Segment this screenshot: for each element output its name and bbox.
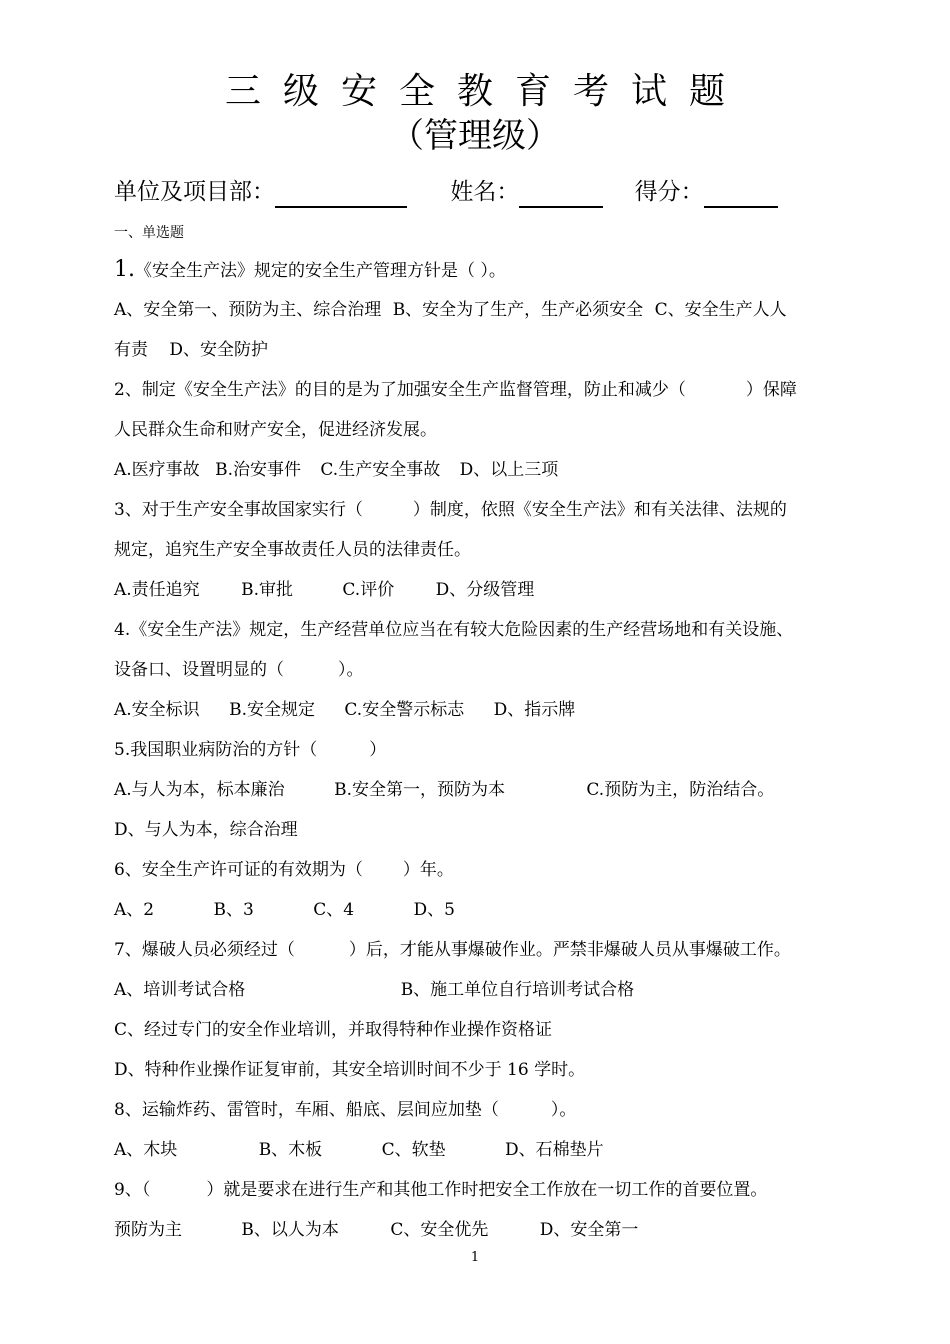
option-a: A、培训考试合格 — [114, 980, 246, 1000]
question-7 — [114, 930, 864, 970]
option-b: B.安全第一，预防为本 — [334, 780, 505, 800]
question-text: 3、对于生产安全事故国家实行（ — [114, 500, 363, 520]
option-b: B、安全为了生产，生产必须安全 — [392, 300, 644, 320]
option-a: 预防为主 — [114, 1220, 182, 1240]
question-2-cont — [114, 410, 864, 450]
exam-subtitle: （管理级） — [390, 116, 560, 156]
question-text: 规定，追究生产安全事故责任人员的法律责任。 — [114, 540, 471, 560]
info-row — [114, 172, 778, 212]
name-blank[interactable] — [519, 176, 603, 208]
question-text-cont: ）后，才能从事爆破作业。严禁非爆破人员从事爆破工作。 — [348, 940, 791, 960]
option-d: D、指示牌 — [493, 700, 576, 720]
option-b: B.治安事件 — [215, 460, 301, 480]
option-d: D、石棉垫片 — [505, 1140, 604, 1160]
option-c: C、经过专门的安全作业培训，并取得特种作业操作资格证 — [114, 1020, 553, 1040]
option-d: D、5 — [413, 900, 455, 920]
name-label: 姓名： — [450, 179, 520, 205]
question-text: 7、爆破人员必须经过（ — [114, 940, 295, 960]
option-d: D、特种作业操作证复审前，其安全培训时间不少于 16 学时。 — [114, 1060, 586, 1080]
question-1 — [114, 250, 864, 290]
question-number: 1. — [114, 257, 135, 282]
question-text: 4.《安全生产法》规定，生产经营单位应当在有较大危险因素的生产经营场地和有关设施、 — [114, 620, 794, 640]
question-4-options — [114, 690, 864, 730]
question-text: 8、运输炸药、雷管时，车厢、船底、层间应加垫（ — [114, 1100, 499, 1120]
question-5-options-cont — [114, 810, 864, 850]
option-a: A、安全第一、预防为主、综合治理 — [114, 300, 382, 320]
option-b: B、以人为本 — [241, 1220, 339, 1240]
option-d: D、与人为本，综合治理 — [114, 820, 298, 840]
question-text: 设备口、设置明显的（ — [114, 660, 284, 680]
section-title: 一、单选题 — [114, 225, 184, 241]
option-b: B、施工单位自行培训考试合格 — [400, 980, 635, 1000]
question-4 — [114, 610, 864, 650]
option-c: C、软垫 — [381, 1140, 446, 1160]
question-text: 2、制定《安全生产法》的目的是为了加强安全生产监督管理，防止和减少（ — [114, 380, 686, 400]
question-list — [114, 250, 864, 1250]
question-9 — [114, 1170, 864, 1210]
question-8 — [114, 1090, 864, 1130]
option-d: D、以上三项 — [459, 460, 559, 480]
question-text-cont: ） — [369, 740, 387, 760]
question-text-cont: ）。 — [550, 1100, 577, 1120]
option-b: B、3 — [213, 900, 254, 920]
question-7-option-d — [114, 1050, 864, 1090]
exam-title: 三级安全教育考试题 — [224, 71, 747, 112]
question-8-options — [114, 1130, 864, 1170]
option-a: A、2 — [114, 900, 155, 920]
question-text: 5.我国职业病防治的方针（ — [114, 740, 318, 760]
option-d: D、安全第一 — [539, 1220, 639, 1240]
question-4-cont — [114, 650, 864, 690]
option-c: C、安全优先 — [390, 1220, 489, 1240]
question-9-options — [114, 1210, 864, 1250]
option-c: C、安全生产人人 — [654, 300, 787, 320]
question-text: 人民群众生命和财产安全，促进经济发展。 — [114, 420, 437, 440]
option-b: B.审批 — [241, 580, 293, 600]
option-c: C.评价 — [342, 580, 395, 600]
question-3 — [114, 490, 864, 530]
question-5-options — [114, 770, 864, 810]
question-text: 《安全生产法》规定的安全生产管理方针是（ ）。 — [135, 261, 506, 281]
option-a: A.安全标识 — [114, 700, 200, 720]
question-text-cont: ）就是要求在进行生产和其他工作时把安全工作放在一切工作的首要位置。 — [206, 1180, 768, 1200]
question-text-cont: ）保障 — [745, 380, 797, 400]
question-7-option-c — [114, 1010, 864, 1050]
option-c: C.预防为主，防治结合。 — [586, 780, 775, 800]
question-text: 9、（ — [114, 1180, 151, 1200]
question-2-options — [114, 450, 864, 490]
question-5 — [114, 730, 864, 770]
option-d: D、安全防护 — [169, 340, 269, 360]
option-c: C、4 — [313, 900, 355, 920]
option-c-continued: 有责 — [114, 340, 148, 360]
option-a: A.医疗事故 — [114, 460, 200, 480]
unit-label: 单位及项目部： — [114, 179, 275, 205]
score-blank[interactable] — [704, 176, 778, 208]
question-text: 6、安全生产许可证的有效期为（ — [114, 860, 363, 880]
question-6-options — [114, 890, 864, 930]
question-2 — [114, 370, 864, 410]
score-label: 得分： — [634, 179, 704, 205]
option-d: D、分级管理 — [435, 580, 535, 600]
question-3-cont — [114, 530, 864, 570]
option-b: B.安全规定 — [229, 700, 315, 720]
option-c: C.生产安全事故 — [320, 460, 441, 480]
question-1-options-cont — [114, 330, 864, 370]
option-a: A.责任追究 — [114, 580, 200, 600]
question-7-options — [114, 970, 864, 1010]
question-text-cont: ）。 — [338, 660, 364, 680]
question-6 — [114, 850, 864, 890]
question-3-options — [114, 570, 864, 610]
question-1-options — [114, 290, 864, 330]
question-text-cont: ）年。 — [402, 860, 454, 880]
option-b: B、木板 — [258, 1140, 323, 1160]
option-c: C.安全警示标志 — [344, 700, 465, 720]
option-a: A、木块 — [114, 1140, 178, 1160]
unit-blank[interactable] — [275, 176, 407, 208]
page-number: 1 — [470, 1250, 480, 1265]
option-a: A.与人为本，标本廉治 — [114, 780, 285, 800]
question-text-cont: ）制度，依照《安全生产法》和有关法律、法规的 — [412, 500, 787, 520]
